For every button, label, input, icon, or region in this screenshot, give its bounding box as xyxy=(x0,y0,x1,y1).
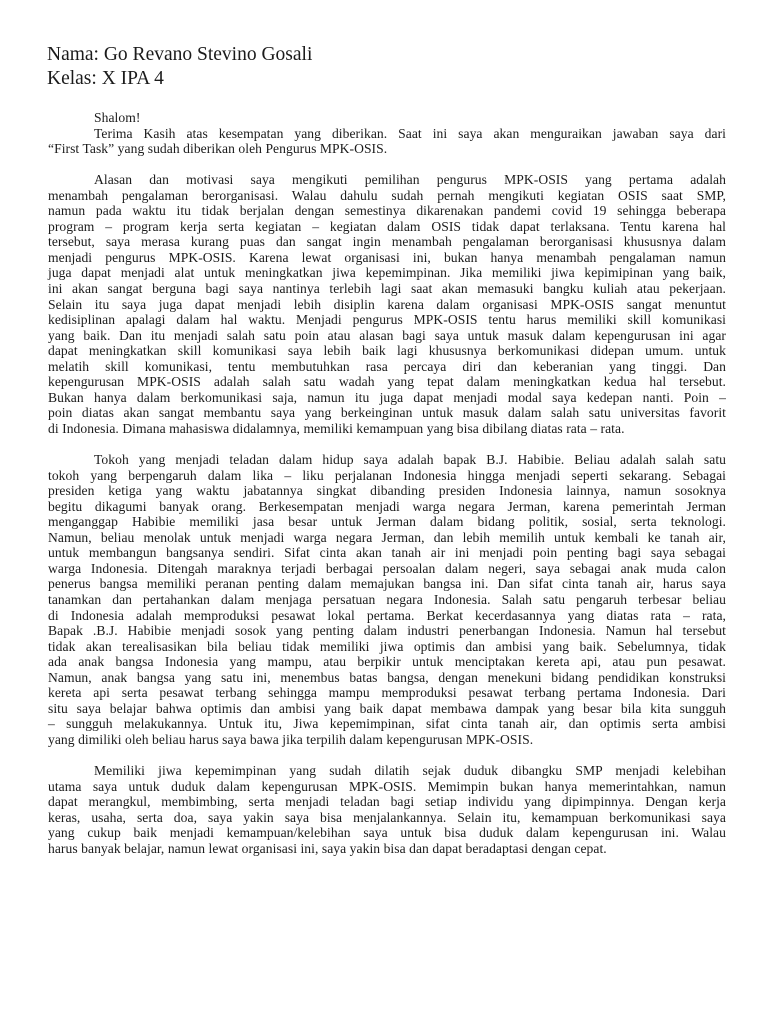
document-header xyxy=(47,43,727,91)
line-text: situ saya belajar bahwa optimis dan ambisi yang baik dapat membawa dampak yang besar bila kita sungguh xyxy=(48,700,726,716)
line-text: tersebut, saya merasa kurang puas dan sangat ingin menambah pengalaman berorganisasi khususnya dalam xyxy=(48,234,726,250)
text-line xyxy=(48,203,726,219)
line-text: menambah pengalaman berorganisasi. Walau dahulu sudah pernah mengikuti kegiatan OSIS saat SMP, xyxy=(48,187,726,203)
line-text: Terima Kasih atas kesempatan yang diberikan. Saat ini saya akan menguraikan jawaban saya dari xyxy=(94,125,726,141)
line-text: dapat merangkul, membimbing, serta menjadi teladan bagi setiap individu yang dipimpinnya. Dengan kerja xyxy=(48,794,726,810)
line-text: – sungguh melakukannya. Untuk itu, Jiwa kepemimpinan, sifat cinta tanah air, dan optimis serta ambisi xyxy=(48,716,726,732)
text-line xyxy=(48,328,726,344)
line-text: “First Task” yang sudah diberikan oleh Pengurus MPK-OSIS. xyxy=(48,141,388,157)
text-line xyxy=(48,234,726,250)
text-line xyxy=(48,374,726,390)
line-text: Bukan hanya dalam berkomunikasi saja, namun itu juga dapat menjadi modal saya kedepan nanti. Poin – xyxy=(48,389,726,405)
paragraph xyxy=(48,452,726,747)
text-line xyxy=(48,265,726,281)
text-line xyxy=(48,561,726,577)
line-text: poin diatas akan sangat membantu saya yang berkeinginan untuk masuk dalam salah satu universitas favorit xyxy=(48,405,726,421)
paragraph xyxy=(48,763,726,856)
student-name: Nama: Go Revano Stevino Gosali xyxy=(47,44,313,65)
letter-body xyxy=(48,110,726,856)
line-text: yang dimiliki oleh beliau harus saya bawa jika terpilih dalam kepengurusan MPK-OSIS. xyxy=(48,731,534,747)
line-text: yang cukup baik menjadi kemampuan/kelebihan saya untuk bisa duduk dalam kepengurusan ini. Walau xyxy=(48,825,726,841)
text-line xyxy=(48,141,726,157)
line-text: Selain itu saya juga dapat menjadi lebih disiplin karena dalam organisasi MPK-OSIS sangat menuntut xyxy=(48,296,726,312)
text-line xyxy=(48,592,726,608)
line-text: warga Indonesia. Ditengah maraknya terjadi berbagai persoalan dalam negeri, saya sebagai anak muda calon xyxy=(48,560,726,576)
text-line xyxy=(48,779,726,795)
text-line xyxy=(48,608,726,624)
text-line xyxy=(48,841,726,857)
text-line xyxy=(48,701,726,717)
text-line xyxy=(48,685,726,701)
paragraph-gap xyxy=(48,747,726,763)
line-text: di Indonesia adalah memproduksi pesawat lokal pertama. Berkat kecerdasannya yang diatas rata – rata, xyxy=(48,607,726,623)
greeting xyxy=(48,110,726,126)
text-line xyxy=(48,405,726,421)
text-line xyxy=(48,452,726,468)
text-line xyxy=(48,343,726,359)
text-line xyxy=(48,281,726,297)
text-line xyxy=(48,825,726,841)
text-line xyxy=(48,483,726,499)
line-text: yang baik. Dan itu menjadi salah satu poin atau alasan bagi saya untuk masuk dalam kepengurusan ini agar xyxy=(48,327,726,343)
text-line xyxy=(48,390,726,406)
text-line xyxy=(48,421,726,437)
student-class: Kelas: X IPA 4 xyxy=(47,68,164,89)
paragraph-gap xyxy=(48,436,726,452)
text-line xyxy=(48,654,726,670)
text-line xyxy=(48,468,726,484)
text-line xyxy=(48,763,726,779)
text-line xyxy=(48,670,726,686)
text-line xyxy=(48,219,726,235)
line-text: Namun, anak bangsa yang satu ini, menembus batas bangsa, dengan menekuni bidang pendidikan konstruksi xyxy=(48,669,726,685)
text-line xyxy=(48,623,726,639)
text-line xyxy=(48,312,726,328)
line-text: dapat meningkatkan skill komunikasi saya lebih baik lagi khususnya berkomunikasi didepan umum. untuk xyxy=(48,343,726,359)
line-text: ini akan sangat berguna bagi saya nantinya terlebih lagi saat akan memasuki bangku kuliah atau pekerjaan. xyxy=(48,281,726,297)
line-text: tanamkan dan pertahankan dalam menjaga persatuan negara Indonesia. Salah satu pengaruh terbesar beliau xyxy=(48,591,726,607)
line-text: melatih skill komunikasi, tentu membutuhkan rasa percaya diri dan keberanian yang tinggi. Dan xyxy=(48,358,726,374)
paragraph xyxy=(48,172,726,436)
text-line xyxy=(48,172,726,188)
text-line xyxy=(48,297,726,313)
text-line xyxy=(48,732,726,748)
line-text: Bapak .B.J. Habibie menjadi sosok yang penting dalam industri penerbangan Indonesia. Namun hal tersebut xyxy=(48,623,726,639)
text-line xyxy=(48,188,726,204)
text-line xyxy=(48,250,726,266)
text-line xyxy=(48,639,726,655)
line-text: juga dapat menjadi alat untuk meningkatkan jiwa kepemimpinan. Jika memiliki jiwa kepimipinan yang baik, xyxy=(48,265,726,281)
line-text: keras, usaha, serta doa, saya yakin saya bisa menjalankannya. Selain itu, kemampuan berkomunikasi saya xyxy=(48,809,726,825)
line-text: tidak akan terealisasikan bila beliau tidak memiliki jiwa optimis dan ambisi yang baik. Sebelumnya, tidak xyxy=(48,638,726,654)
line-text: namun pada waktu itu tidak berjalan dengan semestinya dikarenakan pandemi covid 19 sehingga beberapa xyxy=(48,203,726,219)
text-line xyxy=(48,716,726,732)
line-text: harus banyak belajar, namun lewat organisasi ini, saya yakin bisa dan dapat beradaptasi dengan cepat. xyxy=(48,840,607,856)
text-line xyxy=(48,499,726,515)
text-line xyxy=(48,126,726,142)
line-text: Tokoh yang menjadi teladan dalam hidup saya adalah bapak B.J. Habibie. Beliau adalah salah satu xyxy=(94,452,726,468)
line-text: program – program kerja serta kegiatan – kegiatan dalam OSIS tidak dapat terlaksana. Tentu karena hal xyxy=(48,218,726,234)
line-text: kepengurusan MPK-OSIS adalah salah satu wadah yang tepat dalam meningkatkan kedua hal tersebut. xyxy=(48,374,726,390)
greeting-text: Shalom! xyxy=(94,110,141,125)
paragraph-gap xyxy=(48,157,726,173)
line-text: kereta api serta pesawat terbang sehingga mampu memproduksi pesawat terbang pertama Indonesia. Dari xyxy=(48,685,726,701)
line-text: ada anak bangsa Indonesia yang mampu, atau berpikir untuk menciptakan kereta api, atau pun pesawat. xyxy=(48,654,726,670)
line-text: begitu dikagumi banyak orang. Berkesempatan menjadi warga negara Jerman, karena pemerintah Jerman xyxy=(48,498,726,514)
paragraph xyxy=(48,126,726,157)
line-text: Memiliki jiwa kepemimpinan yang sudah dilatih sejak duduk dibangku SMP menjadi kelebihan xyxy=(94,762,726,778)
line-text: menjadi pengurus MPK-OSIS. Karena lewat organisasi ini, bukan hanya menambah pengalaman namun xyxy=(48,249,726,265)
text-line xyxy=(48,810,726,826)
text-line xyxy=(48,359,726,375)
line-text: kedisiplinan apalagi dalam hal waktu. Menjadi pengurus MPK-OSIS tentu harus memiliki skill komunikasi xyxy=(48,312,726,328)
text-line xyxy=(48,545,726,561)
line-text: presiden ketiga yang waktu jabatannya singkat dibanding presiden Indonesia lainnya, namun sosoknya xyxy=(48,483,726,499)
line-text: Namun, beliau menolak untuk menjadi warga negara Jerman, dan lebih memilih untuk kembali ke tanah air, xyxy=(48,529,726,545)
line-text: tokoh yang berpengaruh dalam lika – liku perjalanan Indonesia hingga menjadi seperti sekarang. Sebagai xyxy=(48,467,726,483)
line-text: Alasan dan motivasi saya mengikuti pemilihan pengurus MPK-OSIS yang pertama adalah xyxy=(94,172,726,188)
line-text: menganggap Habibie memiliki jasa besar untuk Jerman dalam bidang politik, sosial, serta teknologi. xyxy=(48,514,726,530)
line-text: utama saya untuk duduk dalam kepengurusan MPK-OSIS. Memimpin bukan hanya memerintahkan, namun xyxy=(48,778,726,794)
text-line xyxy=(48,514,726,530)
line-text: untuk membangun bangsanya sendiri. Sifat cinta akan tanah air ini menjadi poin penting bagi saya sebagai xyxy=(48,545,726,561)
text-line xyxy=(48,576,726,592)
text-line xyxy=(48,794,726,810)
line-text: di Indonesia. Dimana mahasiswa didalamnya, memiliki kemampuan yang bisa dibilang diatas rata – rata. xyxy=(48,420,625,436)
text-line xyxy=(48,530,726,546)
line-text: penerus bangsa memiliki peranan penting dalam memajukan bangsa ini. Dan sifat cinta tanah air, harus saya xyxy=(48,576,726,592)
